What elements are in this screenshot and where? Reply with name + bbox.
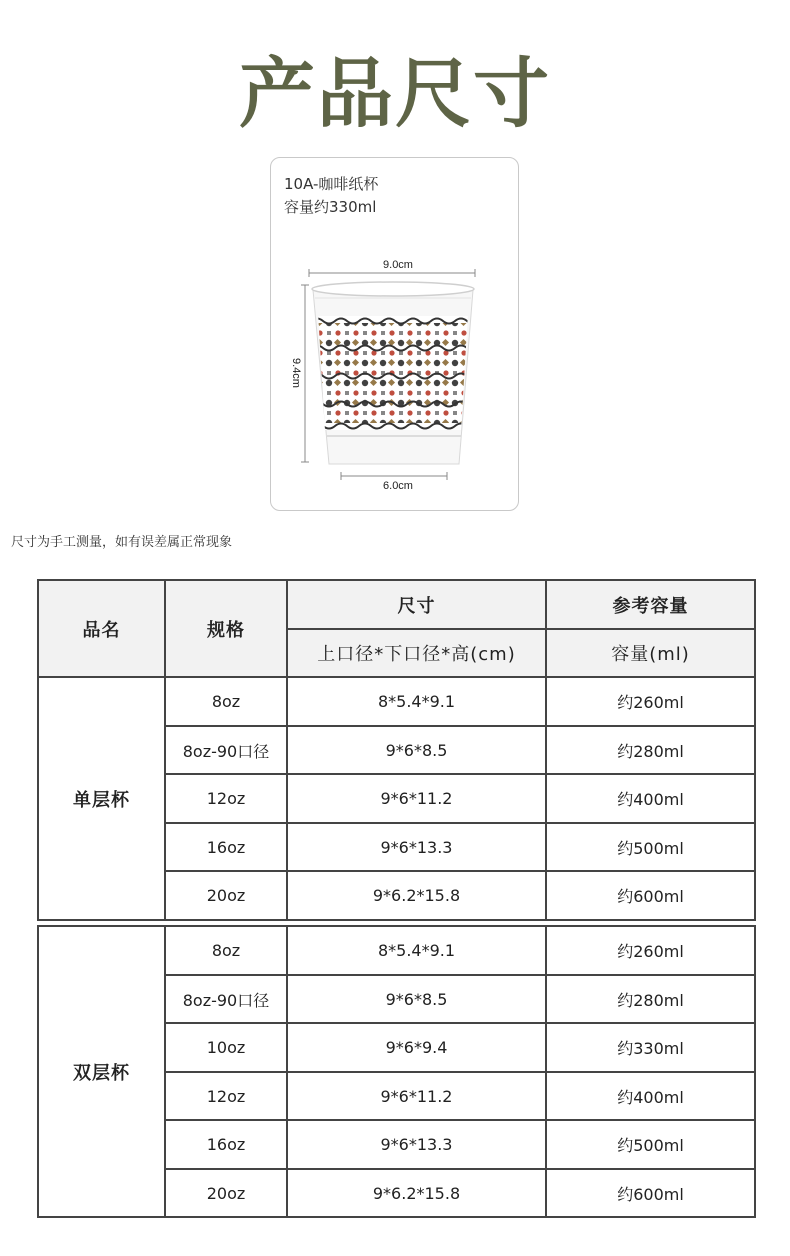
header-capacity: 参考容量 — [546, 580, 755, 629]
cell-spec: 8oz — [165, 926, 287, 975]
product-card — [270, 157, 519, 511]
cell-capacity: 约500ml — [546, 823, 755, 871]
group-name-single: 单层杯 — [38, 677, 165, 920]
cell-spec: 16oz — [165, 1120, 287, 1169]
cell-spec: 8oz-90口径 — [165, 726, 287, 774]
page-title: 产品尺寸 — [239, 49, 551, 138]
cell-spec: 12oz — [165, 1072, 287, 1120]
cell-capacity: 约600ml — [546, 871, 755, 920]
cell-size: 9*6.2*15.8 — [287, 871, 546, 920]
cell-size: 9*6*13.3 — [287, 823, 546, 871]
cell-size: 9*6*11.2 — [287, 774, 546, 823]
cell-size: 9*6*13.3 — [287, 1120, 546, 1169]
product-capacity: 容量约330ml — [284, 198, 377, 216]
cell-size: 9*6*8.5 — [287, 726, 546, 774]
dim-label-bottom: 6.0cm — [383, 480, 413, 492]
header-capacity-sub: 容量(ml) — [546, 629, 755, 677]
dim-label-top: 9.0cm — [383, 259, 413, 271]
dim-label-height: 9.4cm — [290, 358, 302, 388]
cell-size: 9*6*8.5 — [287, 975, 546, 1023]
cell-spec: 8oz — [165, 677, 287, 726]
cell-capacity: 约330ml — [546, 1023, 755, 1072]
cell-spec: 10oz — [165, 1023, 287, 1072]
product-name: 10A-咖啡纸杯 — [284, 175, 379, 193]
cell-size: 9*6.2*15.8 — [287, 1169, 546, 1217]
cell-size: 8*5.4*9.1 — [287, 677, 546, 726]
cell-capacity: 约500ml — [546, 1120, 755, 1169]
header-size-sub: 上口径*下口径*高(cm) — [287, 629, 546, 677]
cell-capacity: 约260ml — [546, 926, 755, 975]
cell-capacity: 约260ml — [546, 677, 755, 726]
spec-table — [37, 579, 756, 1218]
group-name-double: 双层杯 — [38, 926, 165, 1217]
header-size: 尺寸 — [287, 580, 546, 629]
cup-illustration — [271, 158, 520, 512]
cell-size: 8*5.4*9.1 — [287, 926, 546, 975]
cell-capacity: 约400ml — [546, 1072, 755, 1120]
cell-spec: 20oz — [165, 871, 287, 920]
cell-spec: 16oz — [165, 823, 287, 871]
cell-capacity: 约400ml — [546, 774, 755, 823]
table-row — [38, 677, 755, 726]
cup-pattern — [311, 316, 481, 430]
cell-size: 9*6*9.4 — [287, 1023, 546, 1072]
cell-capacity: 约280ml — [546, 726, 755, 774]
cell-capacity: 约600ml — [546, 1169, 755, 1217]
cell-spec: 20oz — [165, 1169, 287, 1217]
header-spec: 规格 — [165, 580, 287, 677]
cell-capacity: 约280ml — [546, 975, 755, 1023]
cup-rim — [312, 282, 474, 296]
cell-spec: 12oz — [165, 774, 287, 823]
measurement-note: 尺寸为手工测量，如有误差属正常现象 — [11, 535, 233, 550]
cell-spec: 8oz-90口径 — [165, 975, 287, 1023]
table-row — [38, 926, 755, 975]
header-name: 品名 — [38, 580, 165, 677]
cell-size: 9*6*11.2 — [287, 1072, 546, 1120]
